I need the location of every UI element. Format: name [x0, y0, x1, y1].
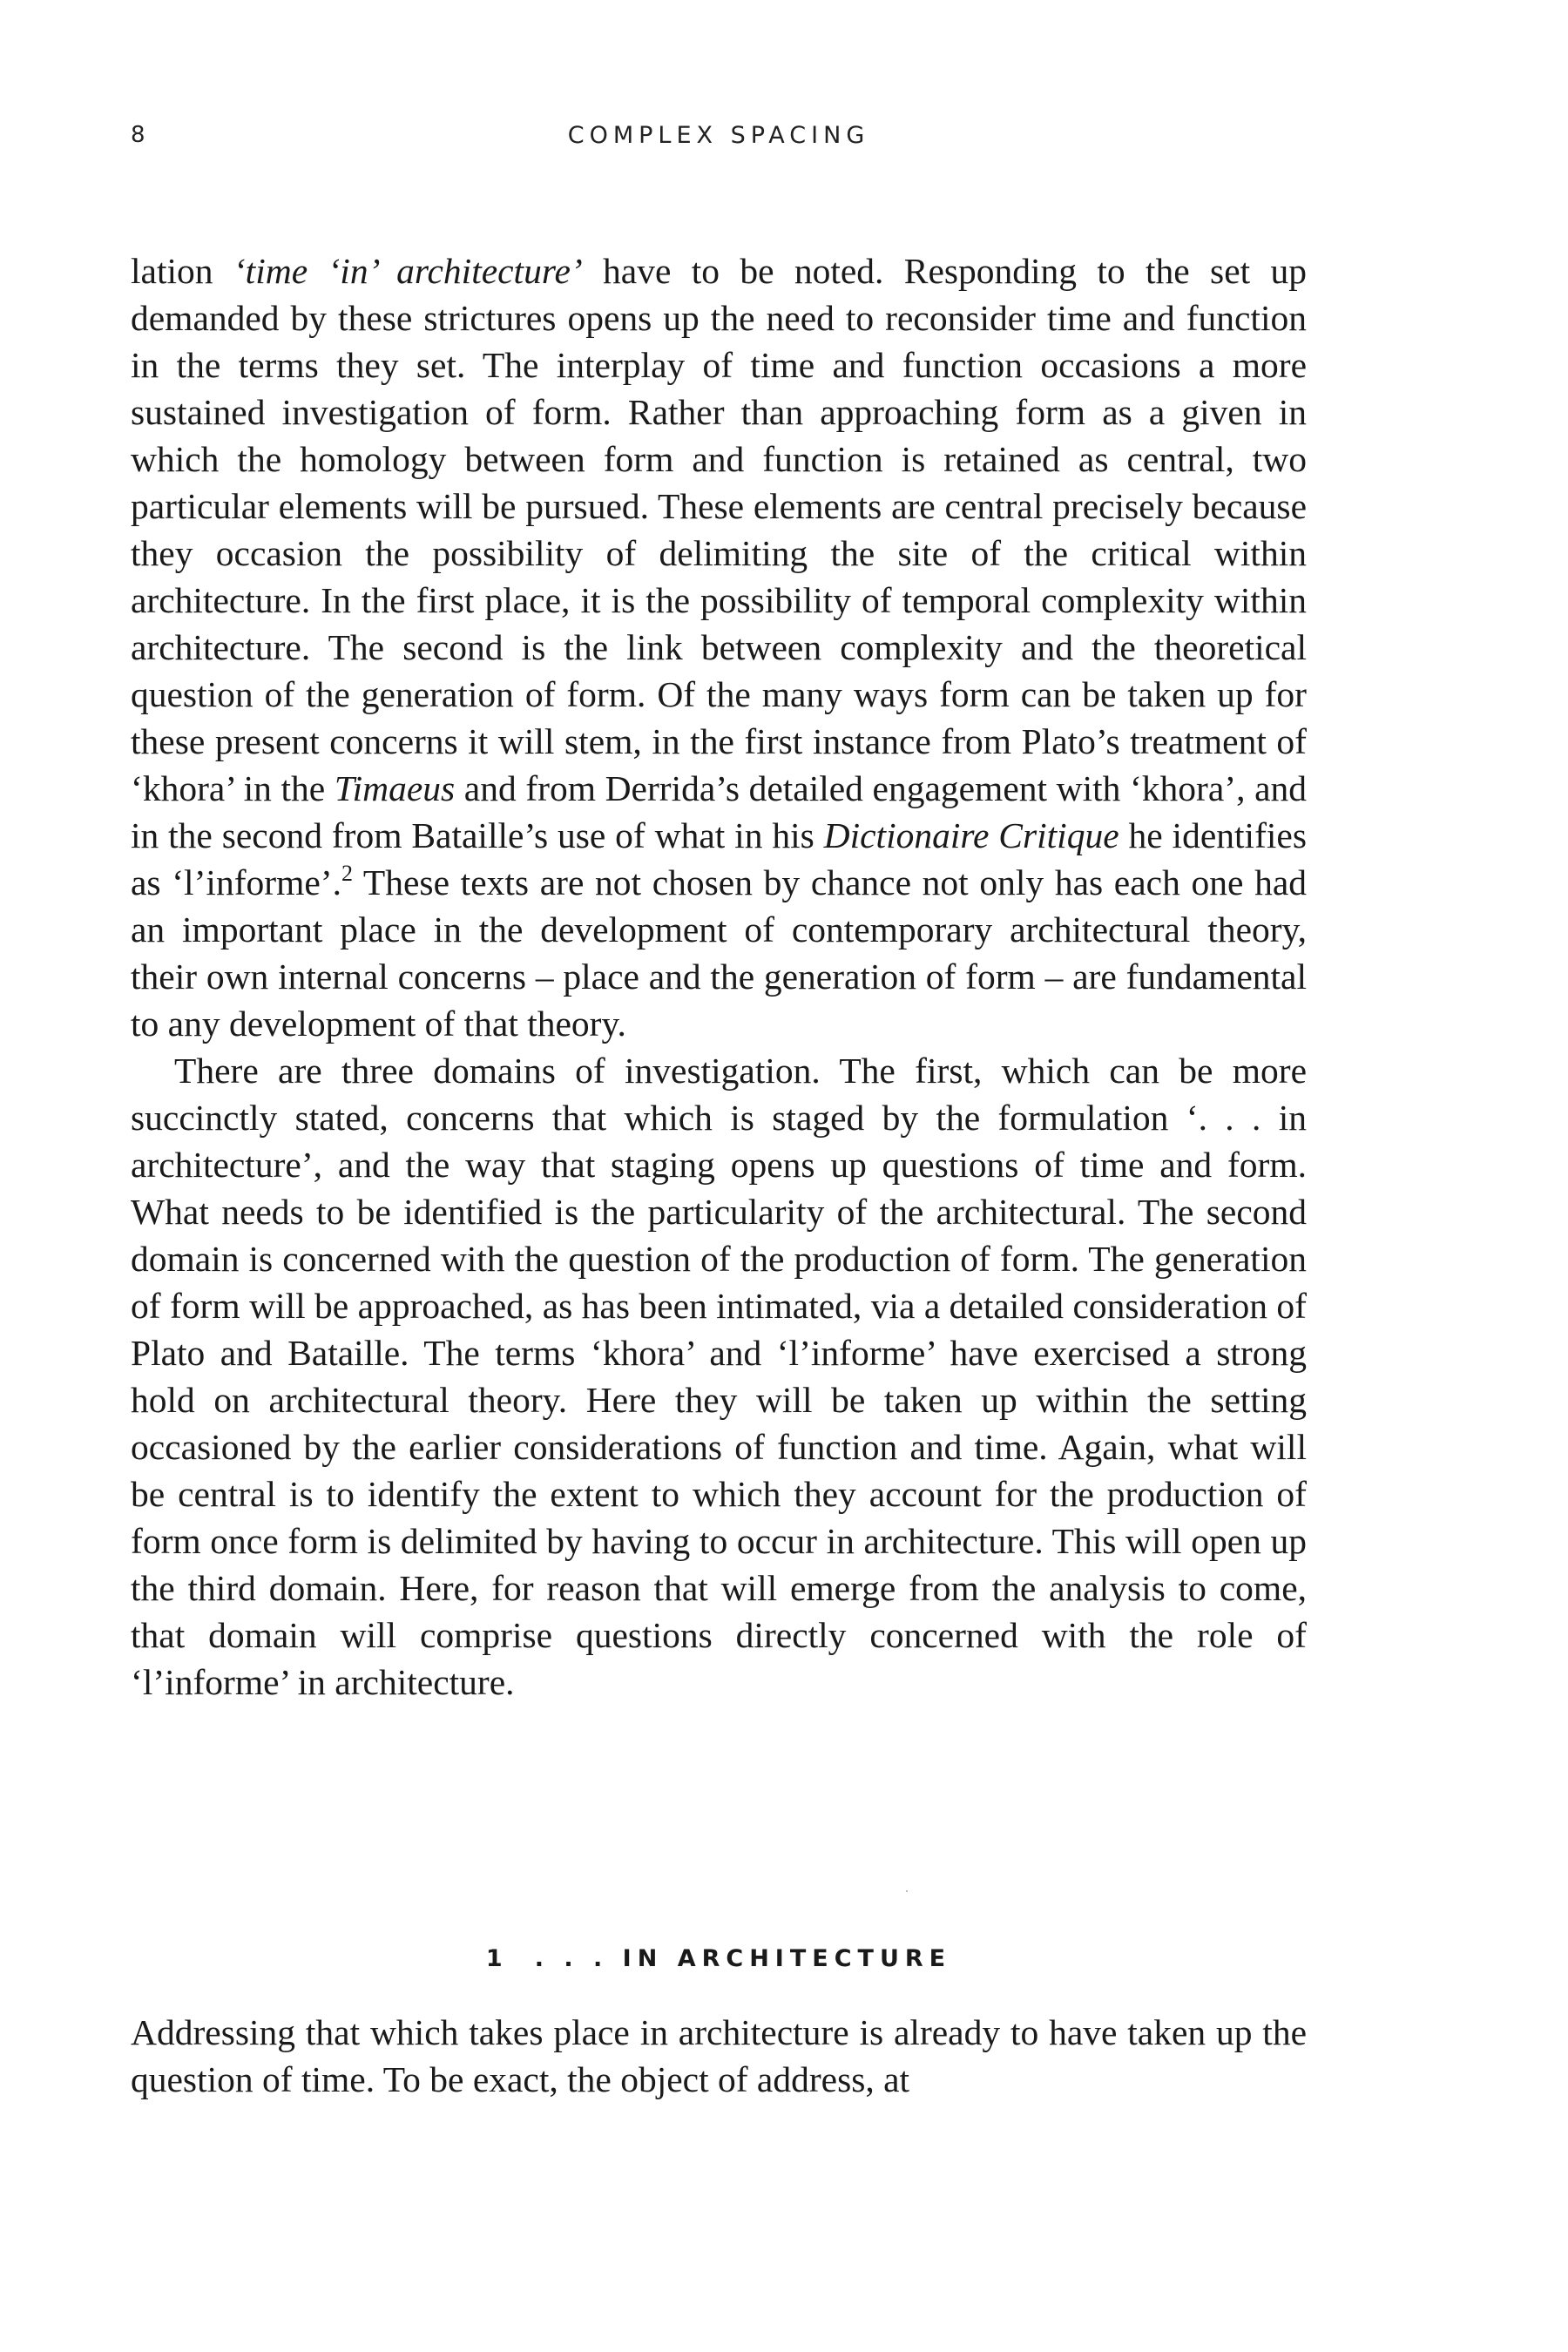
paragraph-2: There are three domains of investigation. The first, which can be more succinctly stated, concerns that which is staged by the formulation ‘. . . in architecture’, and the way that staging opens up questions of time and form. What needs to be identified is the particularity of the architectural. The second domain is concerned with the question of the production of form. The generation of form will be approached, as has been intimated, via a detailed consideration of Plato and Bataille. The terms ‘khora’ and ‘l’informe’ have exercised a strong hold on architectural theory. Here they will be taken up within the setting occasioned by the earlier considerations of function and time. Again, what will be central is to identify the extent to which they account for the production of form once form is delimited by having to occur in architecture. This will open up the third domain. Here, for reason that will emerge from the analysis to come, that domain will comprise questions directly concerned with the role of ‘l’informe’ in architecture.	[131, 1051, 1307, 1702]
section-body-text	[131, 2009, 1307, 2103]
p1-text-a: lation	[131, 251, 233, 291]
section-title: . . . IN ARCHITECTURE	[534, 1945, 952, 1972]
p1-italic-phrase: ‘time ‘in’ architecture’	[233, 251, 583, 291]
p1-text-b: have to be noted. Responding to the set up demanded by these strictures opens up the need to reconsider time and function in the terms they set. The interplay of time and function occasions a more sustained investigation of form. Rather than approaching form as a given in which the homology between form and function is retained as central, two particular elements will be pursued. These elements are central precisely because they occasion the possibility of delimiting the site of the critical within architecture. In the first place, it is the possibility of temporal complexity within architecture. The second is the link between complexity and the theoretical question of the generation of form. Of the many ways form can be taken up for these present concerns it will stem, in the first instance from Plato’s treatment of ‘khora’ in the	[131, 251, 1307, 808]
section-number: 1	[485, 1945, 509, 1972]
p1-text-e: These texts are not chosen by chance not only has each one had an important place in the development of contemporary architectural theory, their own internal concerns – place and the generation of form – are fundamental to any development of that theory.	[131, 862, 1307, 1044]
page-number: 8	[131, 122, 145, 148]
timaeus-title: Timaeus	[334, 768, 456, 808]
paragraph-1	[131, 247, 1307, 1047]
running-head	[131, 122, 1307, 157]
running-head-title: COMPLEX SPACING	[567, 122, 870, 149]
scan-speck	[906, 1890, 908, 1892]
p1-text-d: he identifies as ‘l’informe’.	[131, 815, 1307, 902]
body-text	[131, 247, 1307, 1706]
section-heading	[131, 1945, 1307, 1972]
dictionaire-title: Dictionaire Critique	[823, 815, 1119, 855]
footnote-ref[interactable]: 2	[341, 861, 353, 886]
section-paragraph-1: Addressing that which takes place in architecture is already to have taken up the question of time. To be exact, the object of address, at	[131, 2012, 1307, 2099]
p1-text-c: and from Derrida’s detailed engagement with ‘khora’, and in the second from Bataille’s use of what in his	[131, 768, 1308, 855]
